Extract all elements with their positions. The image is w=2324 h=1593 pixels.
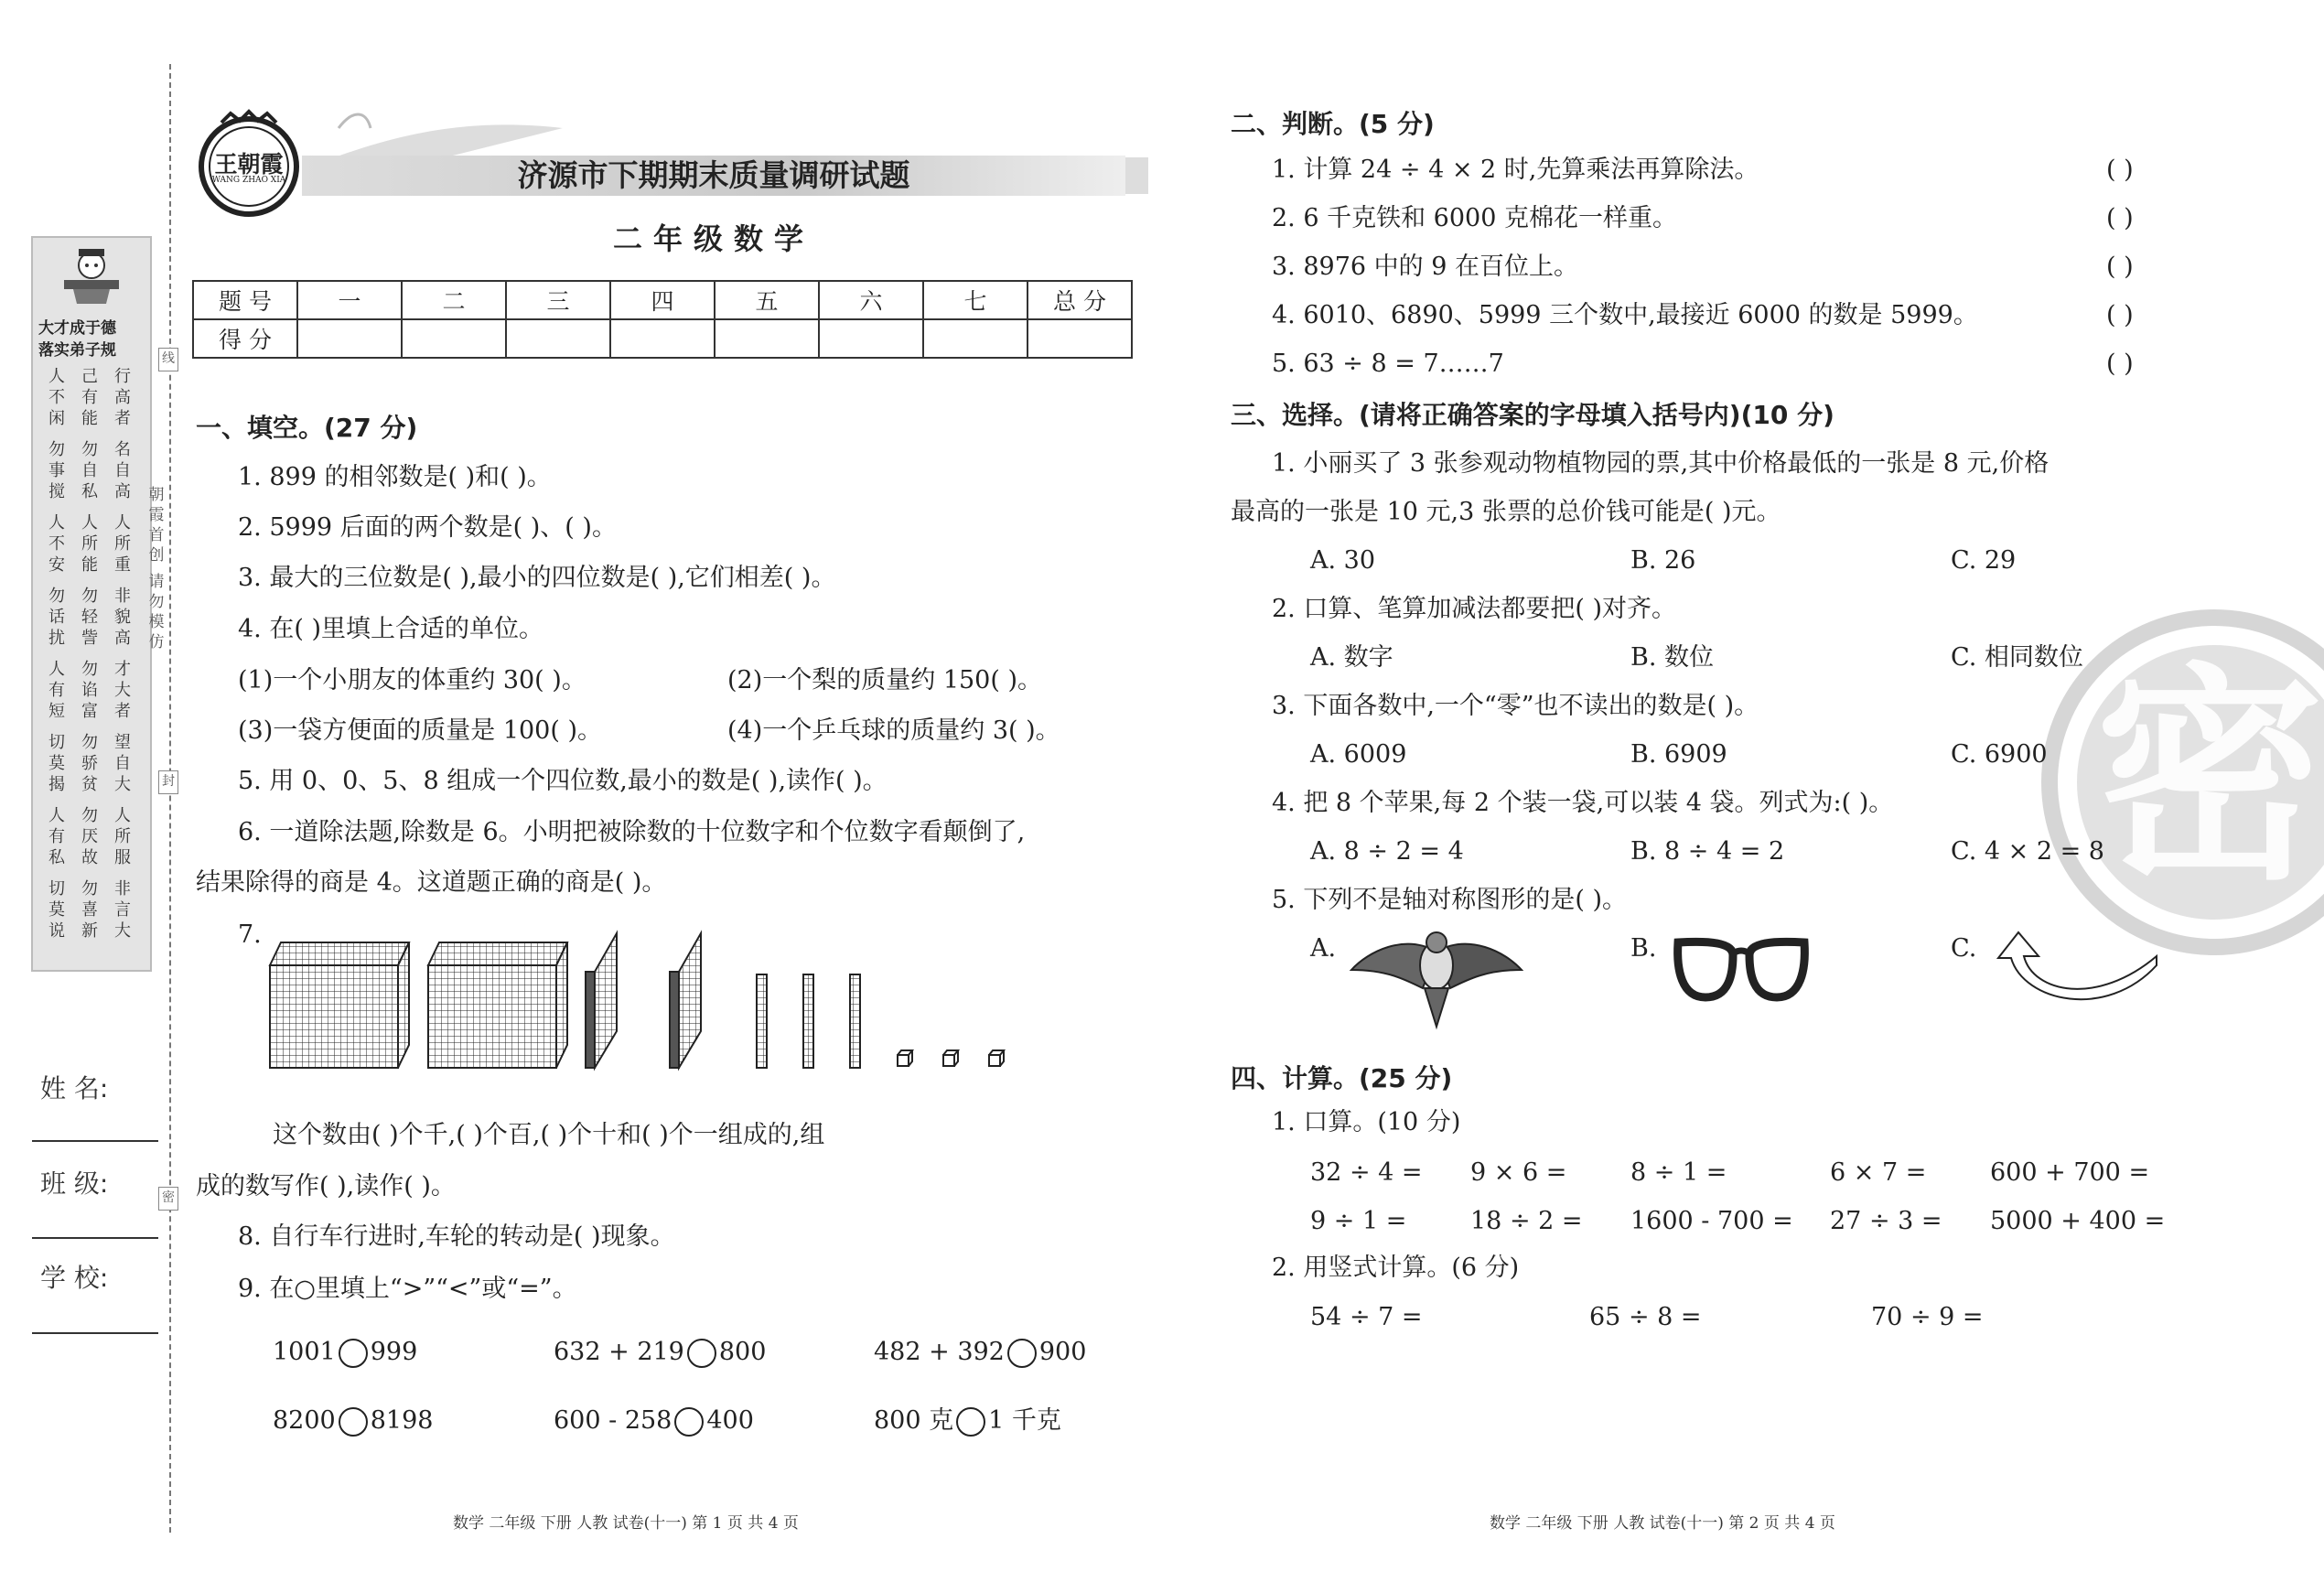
oral-calc-item: 600 + 700 = <box>1990 1158 2150 1187</box>
compare-left: 482 + 392 <box>874 1338 1005 1366</box>
choice-q3-opt-b: B. 6909 <box>1630 740 1727 769</box>
oral-calc-item: 9 × 6 = <box>1470 1158 1567 1187</box>
fill-q6-line2: 结果除得的商是 4。这道题正确的商是( )。 <box>196 868 667 897</box>
choice-q1-line1: 1. 小丽买了 3 张参观动物植物园的票,其中价格最低的一张是 8 元,价格 <box>1272 449 2050 478</box>
judge-answer-blank[interactable]: ( ) <box>2106 350 2134 378</box>
seal-mark-xian: 线 <box>158 348 178 371</box>
curved-arrow-icon <box>1987 929 2161 1006</box>
choice-q5-opt-c: C. <box>1951 934 1977 963</box>
side-note-2: 请勿模仿 <box>148 573 165 651</box>
bird-kite-icon <box>1350 924 1523 1034</box>
oral-calc-item: 6 × 7 = <box>1830 1158 1927 1187</box>
fill-q4-1: (1)一个小朋友的体重约 30( )。 <box>238 666 586 694</box>
score-entry-cell[interactable] <box>402 319 506 358</box>
score-header-cell: 二 <box>402 281 506 319</box>
fill-q6-line1: 6. 一道除法题,除数是 6。小明把被除数的十位数字和个位数字看颠倒了, <box>238 818 1026 846</box>
fill-q5: 5. 用 0、0、5、8 组成一个四位数,最小的数是( ),读作( )。 <box>238 767 888 795</box>
oral-calc-item: 27 ÷ 3 = <box>1830 1207 1942 1235</box>
fill-q3: 3. 最大的三位数是( ),最小的四位数是( ),它们相差( )。 <box>238 564 836 592</box>
motto-column: 勿厌故 <box>81 806 98 867</box>
compare-circle-blank[interactable] <box>1007 1339 1037 1368</box>
compare-right: 999 <box>370 1338 418 1366</box>
compare-item <box>273 1403 433 1439</box>
compare-right: 900 <box>1038 1338 1087 1366</box>
exam-subtitle: 二年级数学 <box>612 221 814 256</box>
score-header-cell: 六 <box>819 281 923 319</box>
choice-q5-opt-b: B. <box>1630 934 1657 963</box>
motto-column: 人不安 <box>48 513 65 575</box>
choice-q5-opt-a: A. <box>1310 934 1337 963</box>
compare-right: 800 <box>718 1338 767 1366</box>
compare-item <box>554 1403 754 1439</box>
motto-column: 勿自私 <box>81 440 98 501</box>
motto-column: 勿骄贫 <box>81 733 98 794</box>
vertical-calc-3: 70 ÷ 9 = <box>1871 1303 1984 1331</box>
unit-cube-1 <box>898 1050 912 1066</box>
fill-q4-2: (2)一个梨的质量约 150( )。 <box>727 666 1043 694</box>
compare-item <box>874 1334 1086 1371</box>
score-header-cell: 四 <box>610 281 715 319</box>
score-entry-cell[interactable] <box>1028 319 1132 358</box>
thousand-cube-1 <box>270 942 409 1068</box>
motto-column: 望自大 <box>114 733 131 794</box>
choice-q4-opt-b: B. 8 ÷ 4 = 2 <box>1630 837 1785 866</box>
oral-calc-item: 9 ÷ 1 = <box>1310 1207 1407 1235</box>
judge-answer-blank[interactable]: ( ) <box>2106 156 2134 184</box>
motto-column: 勿谄富 <box>81 660 98 721</box>
oral-calc-item: 8 ÷ 1 = <box>1630 1158 1727 1187</box>
motto-top-2: 落实弟子规 <box>38 341 116 360</box>
exam-title: 济源市下期期末质量调研试题 <box>517 157 910 193</box>
judge-question: 3. 8976 中的 9 在百位上。 <box>1272 253 1578 281</box>
choice-q1-line2: 最高的一张是 10 元,3 张票的总价钱可能是( )元。 <box>1231 498 1781 526</box>
fill-q4: 4. 在( )里填上合适的单位。 <box>238 615 543 643</box>
section-2-heading: 二、判断。(5 分) <box>1231 109 1435 139</box>
judge-question: 5. 63 ÷ 8 = 7……7 <box>1272 350 1504 378</box>
binding-dashed-line <box>169 64 171 1533</box>
side-note-1: 朝霞首创 <box>148 486 165 565</box>
compare-circle-blank[interactable] <box>687 1339 716 1368</box>
ten-rod-3 <box>850 974 860 1068</box>
motto-column: 人有私 <box>48 806 65 867</box>
vertical-calc-2: 65 ÷ 8 = <box>1589 1303 1702 1331</box>
motto-column: 人有短 <box>48 660 65 721</box>
score-table <box>192 280 1133 359</box>
unit-cube-3 <box>989 1050 1004 1066</box>
fill-q7-line1: 这个数由( )个千,( )个百,( )个十和( )个一组成的,组 <box>273 1121 825 1149</box>
motto-column: 名自高 <box>114 440 131 501</box>
oral-calc-item: 18 ÷ 2 = <box>1470 1207 1583 1235</box>
fill-q7-line2: 成的数写作( ),读作( )。 <box>196 1172 456 1200</box>
oral-calc-item: 32 ÷ 4 = <box>1310 1158 1423 1187</box>
choice-q1-opt-b: B. 26 <box>1630 546 1696 575</box>
fill-q4-4: (4)一个乒乓球的质量约 3( )。 <box>727 716 1060 745</box>
score-header-cell: 七 <box>923 281 1028 319</box>
motto-column: 人不闲 <box>48 367 65 428</box>
glasses-icon <box>1673 933 1810 1006</box>
calc-q2: 2. 用竖式计算。(6 分) <box>1272 1254 1520 1282</box>
right-page-footer: 数学 二年级 下册 人教 试卷(十一) 第 2 页 共 4 页 <box>1490 1514 1835 1533</box>
score-entry-cell[interactable] <box>506 319 610 358</box>
choice-q1-opt-c: C. 29 <box>1951 546 2017 575</box>
fill-q9: 9. 在○里填上“>”“<”或“=”。 <box>238 1275 577 1303</box>
vertical-calc-1: 54 ÷ 7 = <box>1310 1303 1423 1331</box>
compare-item <box>554 1334 766 1371</box>
calc-q1: 1. 口算。(10 分) <box>1272 1108 1461 1136</box>
motto-column: 非言大 <box>114 879 131 941</box>
choice-q2-opt-c: C. 相同数位 <box>1951 643 2083 672</box>
compare-circle-blank[interactable] <box>956 1407 985 1437</box>
score-entry-cell[interactable] <box>923 319 1028 358</box>
score-entry-cell[interactable] <box>819 319 923 358</box>
score-header-cell: 三 <box>506 281 610 319</box>
section-4-heading: 四、计算。(25 分) <box>1231 1063 1453 1093</box>
judge-answer-blank[interactable]: ( ) <box>2106 301 2134 329</box>
school-label: 学 校: <box>40 1263 109 1293</box>
scholar-figure-icon <box>55 243 128 307</box>
judge-answer-blank[interactable]: ( ) <box>2106 253 2134 281</box>
score-header-cell: 题 号 <box>193 281 297 319</box>
motto-panel <box>31 236 152 972</box>
compare-right: 400 <box>706 1406 754 1435</box>
class-field[interactable] <box>32 1237 158 1239</box>
score-header-cell: 一 <box>297 281 402 319</box>
score-header-cell: 五 <box>715 281 819 319</box>
score-entry-cell[interactable] <box>715 319 819 358</box>
compare-left: 8200 <box>273 1406 336 1435</box>
motto-column: 勿轻訾 <box>81 587 98 648</box>
school-field[interactable] <box>32 1332 158 1334</box>
compare-left: 800 克 <box>874 1406 954 1435</box>
fill-q1: 1. 899 的相邻数是( )和( )。 <box>238 463 552 491</box>
motto-column: 切莫说 <box>48 879 65 941</box>
compare-circle-blank[interactable] <box>339 1339 368 1368</box>
compare-left: 1001 <box>273 1338 336 1366</box>
judge-question: 4. 6010、6890、5999 三个数中,最接近 6000 的数是 5999。 <box>1272 301 1978 329</box>
judge-question: 1. 计算 24 ÷ 4 × 2 时,先算乘法再算除法。 <box>1272 156 1759 184</box>
class-label: 班 级: <box>40 1168 109 1199</box>
motto-column: 人所重 <box>114 513 131 575</box>
choice-q2: 2. 口算、笔算加减法都要把( )对齐。 <box>1272 595 1676 623</box>
choice-q4-opt-a: A. 8 ÷ 2 = 4 <box>1310 837 1464 866</box>
section-1-heading: 一、填空。(27 分) <box>196 413 418 443</box>
base-ten-blocks-figure <box>270 933 1020 1071</box>
choice-q3: 3. 下面各数中,一个“零”也不读出的数是( )。 <box>1272 692 1759 720</box>
fill-q2: 2. 5999 后面的两个数是( )、( )。 <box>238 513 617 542</box>
compare-item <box>273 1334 417 1371</box>
choice-q1-opt-a: A. 30 <box>1310 546 1376 575</box>
choice-q5: 5. 下列不是轴对称图形的是( )。 <box>1272 886 1627 914</box>
name-label: 姓 名: <box>40 1073 109 1103</box>
choice-q2-opt-b: B. 数位 <box>1630 643 1715 672</box>
choice-q2-opt-a: A. 数字 <box>1310 643 1393 672</box>
motto-column: 切莫揭 <box>48 733 65 794</box>
compare-right: 1 千克 <box>988 1406 1061 1435</box>
choice-q4: 4. 把 8 个苹果,每 2 个装一袋,可以装 4 袋。列式为:( )。 <box>1272 789 1894 817</box>
fill-q8: 8. 自行车行进时,车轮的转动是( )现象。 <box>238 1222 675 1251</box>
hundred-flat-1 <box>586 933 617 1068</box>
score-entry-cell[interactable] <box>610 319 715 358</box>
motto-top-1: 大才成于德 <box>38 319 116 338</box>
motto-column: 人所服 <box>114 806 131 867</box>
compare-right: 8198 <box>370 1406 434 1435</box>
compare-circle-blank[interactable] <box>339 1407 368 1437</box>
motto-column: 行高者 <box>114 367 131 428</box>
compare-left: 600 - 258 <box>554 1406 672 1435</box>
compare-circle-blank[interactable] <box>674 1407 704 1437</box>
motto-column: 勿话扰 <box>48 587 65 648</box>
compare-left: 632 + 219 <box>554 1338 684 1366</box>
choice-q4-opt-c: C. 4 × 2 = 8 <box>1951 837 2104 866</box>
motto-column: 勿喜新 <box>81 879 98 941</box>
brand-logo-text: 王朝霞 <box>214 151 284 178</box>
fill-q7-number: 7. <box>238 920 262 949</box>
oral-calc-item: 5000 + 400 = <box>1990 1207 2166 1235</box>
motto-column: 才大者 <box>114 660 131 721</box>
hundred-flat-2 <box>670 933 701 1068</box>
seal-mark-feng: 封 <box>158 770 178 794</box>
ten-rod-1 <box>757 974 767 1068</box>
confidential-stamp-text: 密 <box>2095 644 2324 910</box>
name-field[interactable] <box>32 1140 158 1142</box>
score-header-cell: 总 分 <box>1028 281 1132 319</box>
left-page-footer: 数学 二年级 下册 人教 试卷(十一) 第 1 页 共 4 页 <box>453 1514 799 1533</box>
judge-answer-blank[interactable]: ( ) <box>2106 204 2134 232</box>
oral-calc-item: 1600 - 700 = <box>1630 1207 1793 1235</box>
motto-column: 己有能 <box>81 367 98 428</box>
brand-logo-subtext: WANG ZHAO XIA <box>211 176 286 185</box>
compare-item <box>874 1403 1061 1439</box>
score-entry-cell[interactable] <box>297 319 402 358</box>
ten-rod-2 <box>803 974 813 1068</box>
motto-column: 人所能 <box>81 513 98 575</box>
unit-cube-2 <box>943 1050 958 1066</box>
seal-mark-mi: 密 <box>158 1187 178 1211</box>
thousand-cube-2 <box>428 942 567 1068</box>
fill-q4-3: (3)一袋方便面的质量是 100( )。 <box>238 716 603 745</box>
choice-q3-opt-a: A. 6009 <box>1310 740 1407 769</box>
choice-q3-opt-c: C. 6900 <box>1951 740 2048 769</box>
section-3-heading: 三、选择。(请将正确答案的字母填入括号内)(10 分) <box>1231 400 1834 430</box>
motto-column: 勿事搅 <box>48 440 65 501</box>
judge-question: 2. 6 千克铁和 6000 克棉花一样重。 <box>1272 204 1677 232</box>
motto-column: 非貌高 <box>114 587 131 648</box>
score-row-label: 得 分 <box>193 319 297 358</box>
